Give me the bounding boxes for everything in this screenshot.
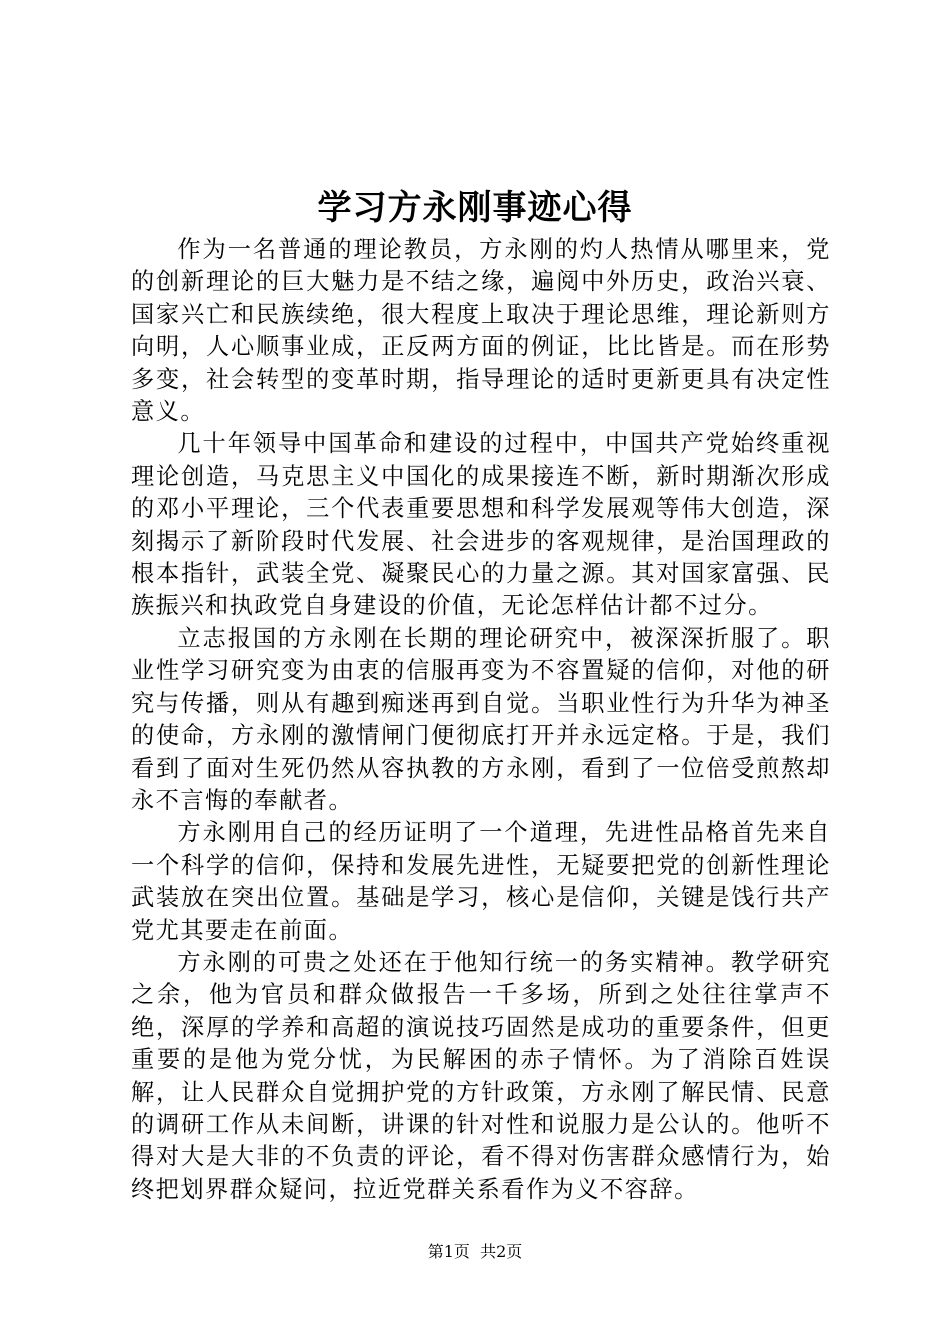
paragraph: 方永刚的可贵之处还在于他知行统一的务实精神。教学研究之余，他为官员和群众做报告一千多场，所到之处往往掌声不绝，深厚的学养和高超的演说技巧固然是成功的重要条件，但更重要的是他为党分忧，为民解困的赤子情怀。为了消除百姓误解，让人民群众自觉拥护党的方针政策，方永刚了解民情、民意的调研工作从未间断，讲课的针对性和说服力是公认的。他听不得对大是大非的不负责的评论，看不得对伤害群众感情行为，始终把划界群众疑问，拉近党群关系看作为义不容辞。 bbox=[131, 948, 831, 1203]
document-title: 学习方永刚事迹心得 bbox=[317, 188, 633, 228]
paragraph: 立志报国的方永刚在长期的理论研究中，被深深折服了。职业性学习研究变为由衷的信服再变为不容置疑的信仰，对他的研究与传播，则从有趣到痴迷再到自觉。当职业性行为升华为神圣的使命，方永刚的激情闸门便彻底打开并永远定格。于是，我们看到了面对生死仍然从容执教的方永刚，看到了一位倍受煎熬却永不言悔的奉献者。 bbox=[131, 624, 831, 814]
paragraph: 方永刚用自己的经历证明了一个道理，先进性品格首先来自一个科学的信仰，保持和发展先进性，无疑要把党的创新性理论武装放在突出位置。基础是学习，核心是信仰，关键是饯行共产党尤其要走在前面。 bbox=[131, 819, 831, 944]
paragraph: 作为一名普通的理论教员，方永刚的灼人热情从哪里来，党的创新理论的巨大魅力是不结之缘，遍阅中外历史，政治兴衰、国家兴亡和民族续绝，很大程度上取决于理论思维，理论新则方向明，人心顺事业成，正反两方面的例证，比比皆是。而在形势多变，社会转型的变革时期，指导理论的适时更新更具有决定性意义。 bbox=[131, 236, 831, 426]
document-body bbox=[131, 234, 831, 1206]
page-number-footer: 第1页 共2页 bbox=[427, 1242, 523, 1261]
paragraph: 几十年领导中国革命和建设的过程中，中国共产党始终重视理论创造，马克思主义中国化的成果接连不断，新时期渐次形成的邓小平理论，三个代表重要思想和科学发展观等伟大创造，深刻揭示了新阶段时代发展、社会进步的客观规律，是治国理政的根本指针，武装全党、凝聚民心的力量之源。其对国家富强、民族振兴和执政党自身建设的价值，无论怎样估计都不过分。 bbox=[131, 430, 831, 620]
